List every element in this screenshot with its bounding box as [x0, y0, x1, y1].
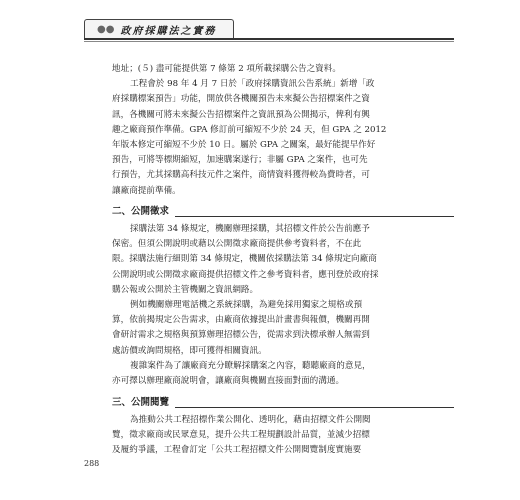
- text-line: 年版本修定可縮短不少於 10 日。屬於 GPA 之關案，最好能提早作好: [112, 139, 376, 150]
- text-line: 為推動公共工程招標作業公開化、透明化，藉由招標文件公開閱: [130, 415, 371, 425]
- section-heading-public-review: [112, 393, 454, 409]
- header-rule: [84, 38, 454, 40]
- running-header: [84, 19, 234, 38]
- section-heading-public-solicitation: [112, 202, 454, 218]
- text-line: 保密。但須公開說明或藉以公開徵求廠商提供參考資料者，不在此: [112, 239, 362, 250]
- section2-paragraph-3: [112, 359, 454, 389]
- section-title: 三、公開閱覽: [112, 394, 175, 408]
- text-line: 算，依前揭規定公告需求，由廠商依據提出計畫書與報價，機關再開: [112, 315, 370, 326]
- page-number: 288: [84, 459, 100, 468]
- text-line: 讓廠商提前準備。: [112, 185, 181, 196]
- section2-paragraph-2: [112, 298, 454, 359]
- section-title: 二、公開徵求: [112, 203, 175, 217]
- section3-paragraph-1: [112, 413, 454, 459]
- text-line: 行預告，尤其採購高科技元件之案件，商情資料獲得較為費時者，可: [112, 170, 370, 181]
- section2-paragraph-1: [112, 222, 454, 298]
- text-line: 採購法第 34 條規定，機關辦理採購，其招標文件於公告前應予: [130, 224, 370, 234]
- text-line: 公開說明或公開徵求廠商提供招標文件之參考資料者，應刊登於政府採: [112, 269, 379, 280]
- text-line: 趣之廠商預作準備。GPA 修訂前可縮短不少於 24 天，但 GPA 之 2012: [112, 124, 387, 135]
- header-ornament-icon: ●●: [97, 23, 115, 35]
- text-line: 例如機關辦理電話機之系統採購，為避免採用獨家之規格或預: [130, 300, 363, 310]
- text-line: 處訪價或詢問規格，即可獲得相關資訊。: [112, 345, 267, 356]
- text-line: 工程會於 98 年 4 月 7 日於「政府採購資訊公告系統」新增「政: [130, 79, 375, 90]
- text-line: 府採購標案預告」功能，開放供各機關預告未來擬公告招標案件之資: [112, 94, 370, 105]
- text-line: 購公報或公開於主管機關之資訊網路。: [112, 284, 259, 295]
- header-rule-thin: [84, 41, 454, 42]
- text-line: 地址；(５) 盡可能提供第 7 條第 2 項所載採購公告之資料。: [112, 64, 341, 74]
- text-line: 會研討需求之規格與預算辦理招標公告，從需求到決標承辦人無需到: [112, 330, 370, 341]
- text-line: 及履約爭議，工程會訂定「公共工程招標文件公開閱覽制度實施要: [112, 445, 362, 456]
- text-line: 亦可擇以辦理廠商說明會，讓廠商與機關直接面對面的溝通。: [112, 376, 345, 387]
- text-line: 訊，各機關可將未來擬公告招標案件之資訊預為公開揭示，俾利有興: [112, 109, 370, 120]
- text-line: 限。採購法施行細則第 34 條規定，機關依採購法第 34 條規定向廠商: [112, 254, 377, 265]
- running-title: 政府採購法之實務: [120, 25, 217, 37]
- text-line: 預告，可將等標期縮短，加速購案遂行；非屬 GPA 之案件，也可先: [112, 155, 368, 166]
- intro-block: [112, 62, 454, 199]
- text-line: 複雜案件為了讓廠商充分瞭解採購案之內容，聽聽廠商的意見，: [130, 361, 371, 371]
- text-line: 覽，徵求廠商或民眾意見，提升公共工程規劃設計品質，並減少招標: [112, 430, 370, 441]
